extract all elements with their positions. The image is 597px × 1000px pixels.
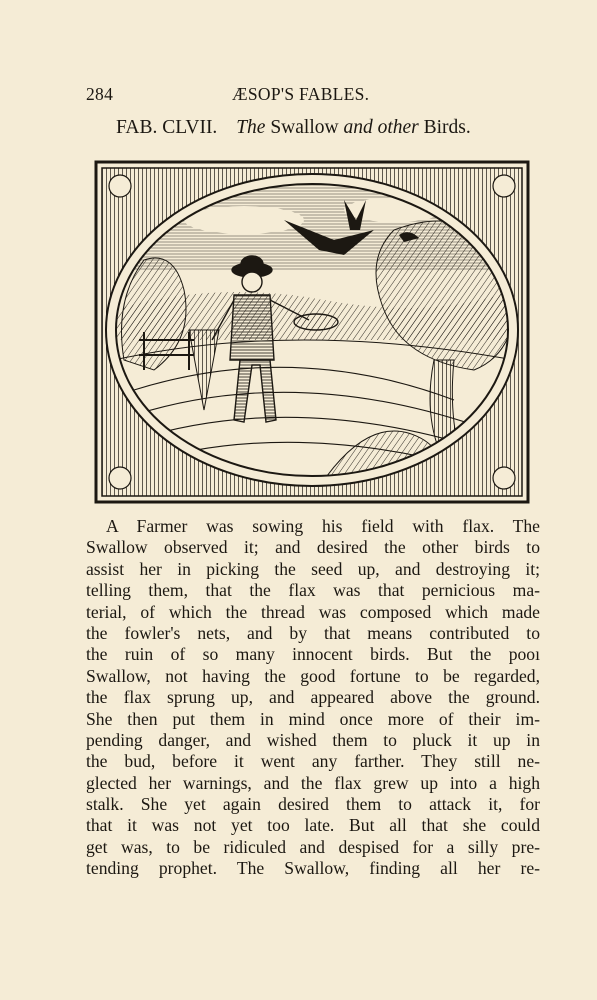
text-line: the fowler's nets, and by that means contributed to <box>86 622 540 643</box>
woodcut-illustration <box>94 160 530 504</box>
running-title: ÆSOP'S FABLES. <box>232 84 370 104</box>
text-line: glected her warnings, and the flax grew up into a high <box>86 772 540 793</box>
text-line: the ruin of so many innocent birds. But the pooı <box>86 644 540 665</box>
fable-heading <box>116 117 536 143</box>
text-line: tending prophet. The Swallow, finding all her re- <box>86 858 540 879</box>
fable-number: FAB. CLVII. <box>116 117 218 138</box>
running-head <box>86 84 542 106</box>
fable-text <box>86 516 540 880</box>
text-line: stalk. She yet again desired them to attack it, for <box>86 794 540 815</box>
fable-title-and-other: and other <box>343 117 419 138</box>
text-line: terial, of which the thread was composed which made <box>86 601 540 622</box>
text-line: the bud, before it went any farther. They still ne- <box>86 751 540 772</box>
text-line: She then put them in mind once more of their im- <box>86 708 540 729</box>
fable-title-the: The <box>236 117 266 138</box>
text-line: A Farmer was sowing his field with flax. The <box>106 516 540 536</box>
fable-title-birds: Birds. <box>423 117 471 138</box>
woodcut-farmer-icon <box>94 160 530 504</box>
fable-title-swallow: Swallow <box>270 117 339 138</box>
text-line: assist her in picking the seed up, and destroying it; <box>86 558 540 579</box>
text-line: pending danger, and wished them to pluck it up in <box>86 729 540 750</box>
text-line: that it was not yet too late. But all that she could <box>86 815 540 836</box>
text-line: get was, to be ridiculed and despised for a silly pre- <box>86 836 540 857</box>
page-number: 284 <box>86 84 114 104</box>
text-line: Swallow, not having the good fortune to be regarded, <box>86 665 540 686</box>
text-line: Swallow observed it; and desired the other birds to <box>86 537 540 558</box>
text-line: the flax sprung up, and appeared above the ground. <box>86 687 540 708</box>
text-line: telling them, that the flax was that pernicious ma- <box>86 580 540 601</box>
